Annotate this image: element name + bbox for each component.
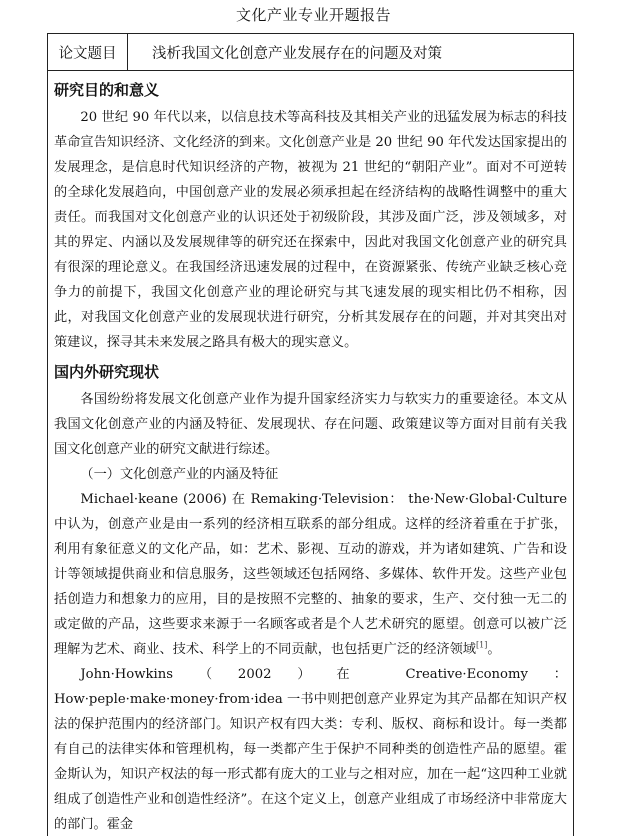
howkins-paragraph: John·Howkins（2002）在 Creative·Economy：How·peple·make·money·from·idea 一书中则把创意产业界定为其产品都在知识产权法的保护范围内的经济部门。知识产权有四大类：专利、版权、商标和设计。每一类都有自己的法律实体和管理机构，每一类都产生于保护不同种类的创造性产品的愿望。霍金斯认为，知识产权法的每一形式都有庞大的工业与之相对应，加在一起“这四种工业就组成了创造性产业和创造性经济”。在这个定义上，创意产业组成了市场经济中非常庞大的部门。霍金: [54, 667, 567, 832]
keane-paragraph: [54, 487, 567, 662]
topic-label: 论文题目: [48, 34, 128, 70]
research-intro-paragraph: 各国纷纷将发展文化创意产业作为提升国家经济实力与软实力的重要途径。本文从我国文化创意产业的内涵及特征、发展现状、存在问题、政策建议等方面对目前有关我国文化创意产业的研究文献进行综述。: [54, 392, 567, 457]
report-table: [47, 33, 574, 836]
section-heading-purpose: 研究目的和意义: [54, 81, 160, 99]
section-heading-research-status: 国内外研究现状: [54, 363, 160, 381]
report-body: [48, 71, 573, 837]
purpose-paragraph: 20 世纪 90 年代以来，以信息技术等高科技及其相关产业的迅猛发展为标志的科技革命宣告知识经济、文化经济的到来。文化创意产业是 20 世纪 90 年代发达国家提出的发展理念，是信息时代知识经济的产物，被视为 21 世纪的“朝阳产业”。面对不可逆转的全球化发展趋向，中国创意产业的发展必须承担起在经济结构的战略性调整中的重大责任。而我国对文化创意产业的认识还处于初级阶段，其涉及面广泛，涉及领域多，对其的界定、内涵以及发展规律等的研究还在探索中，因此对我国文化创意产业的研究具有很深的理论意义。在我国经济迅速发展的过程中，在资源紧张、传统产业缺乏核心竞争力的前提下，我国文化创意产业的理论研究与其飞速发展的现实相比仍不相称，因此，对我国文化创意产业的发展现状进行研究，分析其发展存在的问题，并对其突出对策建议，探寻其未来发展之路具有极大的现实意义。: [54, 110, 567, 350]
keane-text: Michael·keane (2006) 在 Remaking·Television： the·New·Global·Culture 中认为，创意产业是由一系列的经济相互联系的部分组成。这样的经济着重在于扩张，利用有象征意义的文化产品，如：艺术、影视、互动的游戏，并为诸如建筑、广告和设计等领域提供商业和信息服务，这些领域还包括网络、多媒体、软件开发。这些产业包括创造力和想象力的应用，目的是按照不完整的、抽象的要求，生产、交付独一无二的或定做的产品，这些要求来源于一名顾客或者是个人艺术研究的愿望。创意可以被广泛理解为艺术、商业、技术、科学上的不同贡献，也包括更广泛的经济领域: [54, 492, 567, 657]
topic-row: [48, 34, 573, 71]
topic-value: 浅析我国文化创意产业发展存在的问题及对策: [152, 45, 442, 62]
page-title: 文化产业专业开题报告: [235, 6, 391, 24]
subheading-connotation: （一）文化创意产业的内涵及特征: [80, 467, 279, 482]
keane-end: 。: [487, 642, 501, 657]
reference-marker: [1]: [476, 640, 488, 650]
